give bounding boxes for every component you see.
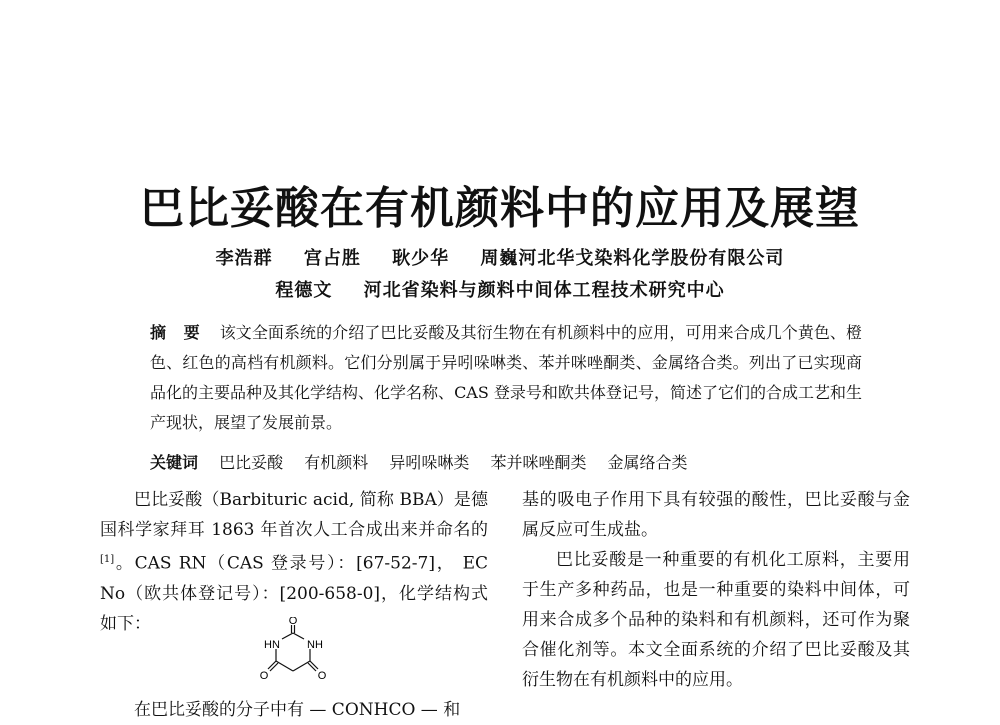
citation-ref: [1] [100,554,115,565]
bond [276,661,293,671]
atom-label: NH [307,639,323,651]
author-name: 李浩群 [215,248,273,269]
double-bond [268,661,276,669]
abstract-label: 摘 要 [150,323,206,342]
double-bond [270,663,278,671]
barbituric-acid-structure [248,617,338,683]
keywords-label: 关键词 [150,453,199,472]
author-line-2 [0,276,1000,302]
keyword: 金属络合类 [607,453,688,472]
paper-title: 巴比妥酸在有机颜料中的应用及展望 [140,183,860,234]
bond [282,633,293,639]
double-bond [310,661,318,669]
atom-label: O [288,617,298,627]
keywords [150,450,862,476]
keyword: 苯并咪唑酮类 [490,453,587,472]
double-bond [308,663,316,671]
body-paragraph: 基的吸电子作用下具有较强的酸性，巴比妥酸与金属反应可生成盐。 [522,490,910,540]
author-name: 耿少华 [392,248,450,269]
abstract-text: 该文全面系统的介绍了巴比妥酸及其衍生物在有机颜料中的应用，可用来合成几个黄色、橙色、红色的高档有机颜料。它们分别属于异吲哚啉类、苯并咪唑酮类、金属络合类。列出了已实现商品化的主要品种及其化学结构、化学名称、CAS 登录号和欧共体登记号，简述了它们的合成工艺和生产现状，展望了发展前景。 [150,323,862,432]
atom-label: O [317,670,327,682]
keyword: 巴比妥酸 [219,453,284,472]
bond [293,633,304,639]
keyword: 有机颜料 [304,453,369,472]
author-affiliation: 河北省染料与颜料中间体工程技术研究中心 [363,280,725,301]
body-paragraph: 在巴比妥酸的分子中有 — CONHCO — 和 [134,700,461,720]
author-name: 宫占胜 [303,248,361,269]
bond [293,661,310,671]
keyword: 异吲哚啉类 [389,453,470,472]
body-paragraph: 巴比妥酸（Barbituric acid, 简称 BBA）是德国科学家拜耳 1863 年首次人工合成出来并命名的[1]。CAS RN（CAS 登录号）：[67-52-7]， EC No（欧共体登记号）：[200-658-0]，化学结构式如下： [100,490,488,634]
abstract [150,318,862,438]
author-affiliation: 周巍河北华戈染料化学股份有限公司 [480,248,785,269]
body-paragraph: 巴比妥酸是一种重要的有机化工原料，主要用于生产多种药品，也是一种重要的染料中间体，可用来合成多个品种的染料和有机颜料，还可作为聚合催化剂等。本文全面系统的介绍了巴比妥酸及其衍生物在有机颜料中的应用。 [522,550,910,690]
atom-label: HN [264,639,280,651]
right-column [522,485,910,695]
author-name: 程德文 [275,280,333,301]
left-column [100,485,488,639]
author-line-1 [0,244,1000,270]
atom-label: O [259,670,269,682]
